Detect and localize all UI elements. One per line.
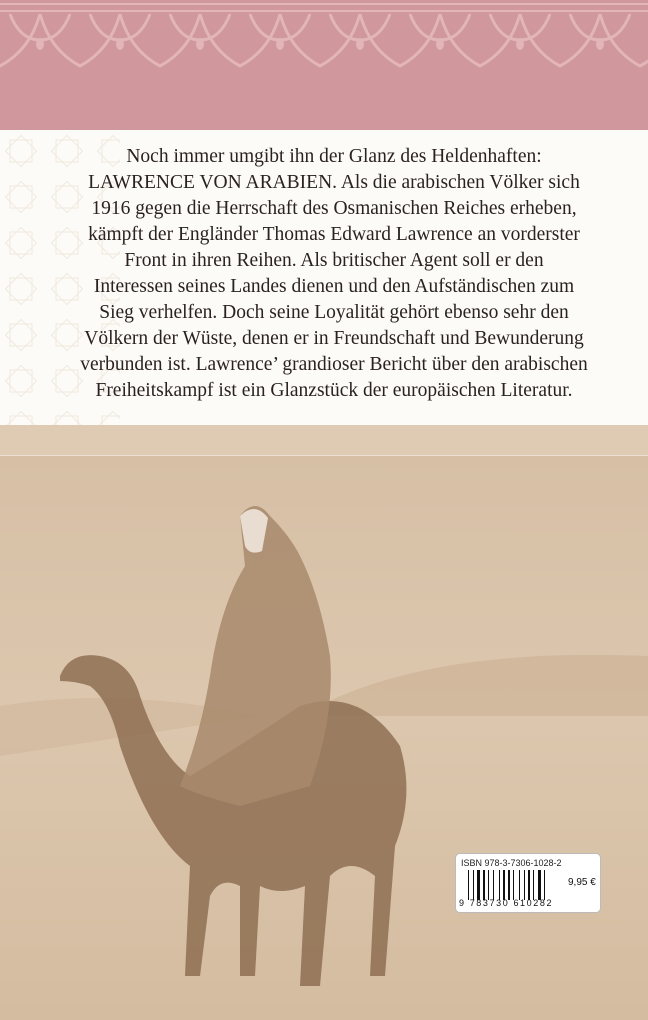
blurb-line: Sieg verhelfen. Doch seine Loyalität gehört ebenso sehr den (99, 302, 569, 323)
barcode-bar (503, 870, 505, 900)
star-shape (10, 416, 32, 425)
barcode-bar (473, 870, 474, 900)
barcode-bar (499, 870, 500, 900)
barcode-bar (546, 870, 548, 900)
arabesque-border (0, 10, 648, 70)
ornament-arch (280, 14, 390, 66)
barcode-bar (513, 870, 514, 900)
ornament-drop (36, 38, 44, 50)
barcode-bar (535, 870, 537, 900)
barcode-bar (477, 870, 480, 900)
barcode-bar (508, 870, 510, 900)
star-shape (97, 411, 120, 425)
star-shape (56, 416, 78, 425)
price: 9,95 € (568, 877, 596, 888)
barcode-bar (486, 870, 487, 900)
barcode-bar (531, 870, 532, 900)
barcode-bar (538, 870, 541, 900)
barcode-bar (544, 870, 545, 900)
barcode-bar (495, 870, 498, 900)
blurb-line: Freiheitskampf ist ein Glanzstück der europäischen Literatur. (95, 380, 573, 401)
barcode-bar (528, 870, 530, 900)
barcode-bar (468, 870, 469, 900)
barcode-label (455, 853, 601, 913)
isbn-number: ISBN 978-3-7306-1028-2 (461, 858, 562, 868)
camel-rider-photo (0, 456, 648, 1020)
barcode-bar (501, 870, 502, 900)
ornament-drop (436, 38, 444, 50)
barcode-bar (490, 870, 492, 900)
blurb-line: LAWRENCE VON ARABIEN. Als die arabischen Völker sich (88, 172, 580, 193)
barcode-bar (511, 870, 512, 900)
ornament-drop (276, 38, 284, 50)
barcode-bars (468, 870, 564, 900)
ornament-drop (196, 38, 204, 50)
barcode-digits: 9 783730 610282 (459, 898, 554, 908)
blurb-line: verbunden ist. Lawrence’ grandioser Bericht über den arabischen (80, 354, 588, 375)
barcode-bar (470, 870, 472, 900)
barcode-bar (533, 870, 534, 900)
ornament-arch (40, 14, 150, 66)
decorative-header-band (0, 0, 648, 130)
barcode-bar (526, 870, 527, 900)
ornament-drop (116, 38, 124, 50)
ornament-arch (0, 14, 70, 66)
ornament-drop (596, 38, 604, 50)
blurb-line: Völkern der Wüste, denen er in Freundschaft und Bewunderung (84, 328, 584, 349)
barcode-bar (542, 870, 543, 900)
barcode-bar (506, 870, 507, 900)
blurb-line: Interessen seines Landes dienen und den Aufständischen zum (93, 276, 575, 297)
barcode-bar (481, 870, 482, 900)
barcode-bar (483, 870, 485, 900)
barcode-bar (519, 870, 520, 900)
ornament-drop (356, 38, 364, 50)
barcode-bar (488, 870, 489, 900)
blurb-line: kämpft der Engländer Thomas Edward Lawrence an vorderster (88, 224, 580, 245)
blurb-line: Noch immer umgibt ihn der Glanz des Heldenhaften: (126, 146, 542, 167)
barcode-bar (524, 870, 525, 900)
camel-rider-illustration (0, 456, 648, 1020)
blurb-text (60, 144, 608, 404)
blurb-line: Front in ihren Reihen. Als britischer Agent soll er den (124, 250, 544, 271)
blurb-line: 1916 gegen die Herrschaft des Osmanischen Reiches erheben, (91, 198, 577, 219)
ornament-arch (440, 14, 550, 66)
barcode-bar (515, 870, 518, 900)
barcode-bar (493, 870, 494, 900)
ornament-arch (520, 14, 630, 66)
ornament-drop (516, 38, 524, 50)
ornament-arch (120, 14, 230, 66)
ornament-arch (360, 14, 470, 66)
barcode-bar (521, 870, 523, 900)
ornament-rule (0, 3, 648, 5)
blurb-panel (0, 130, 648, 425)
divider-band (0, 425, 648, 456)
barcode-bar (475, 870, 476, 900)
ornament-arch (200, 14, 310, 66)
